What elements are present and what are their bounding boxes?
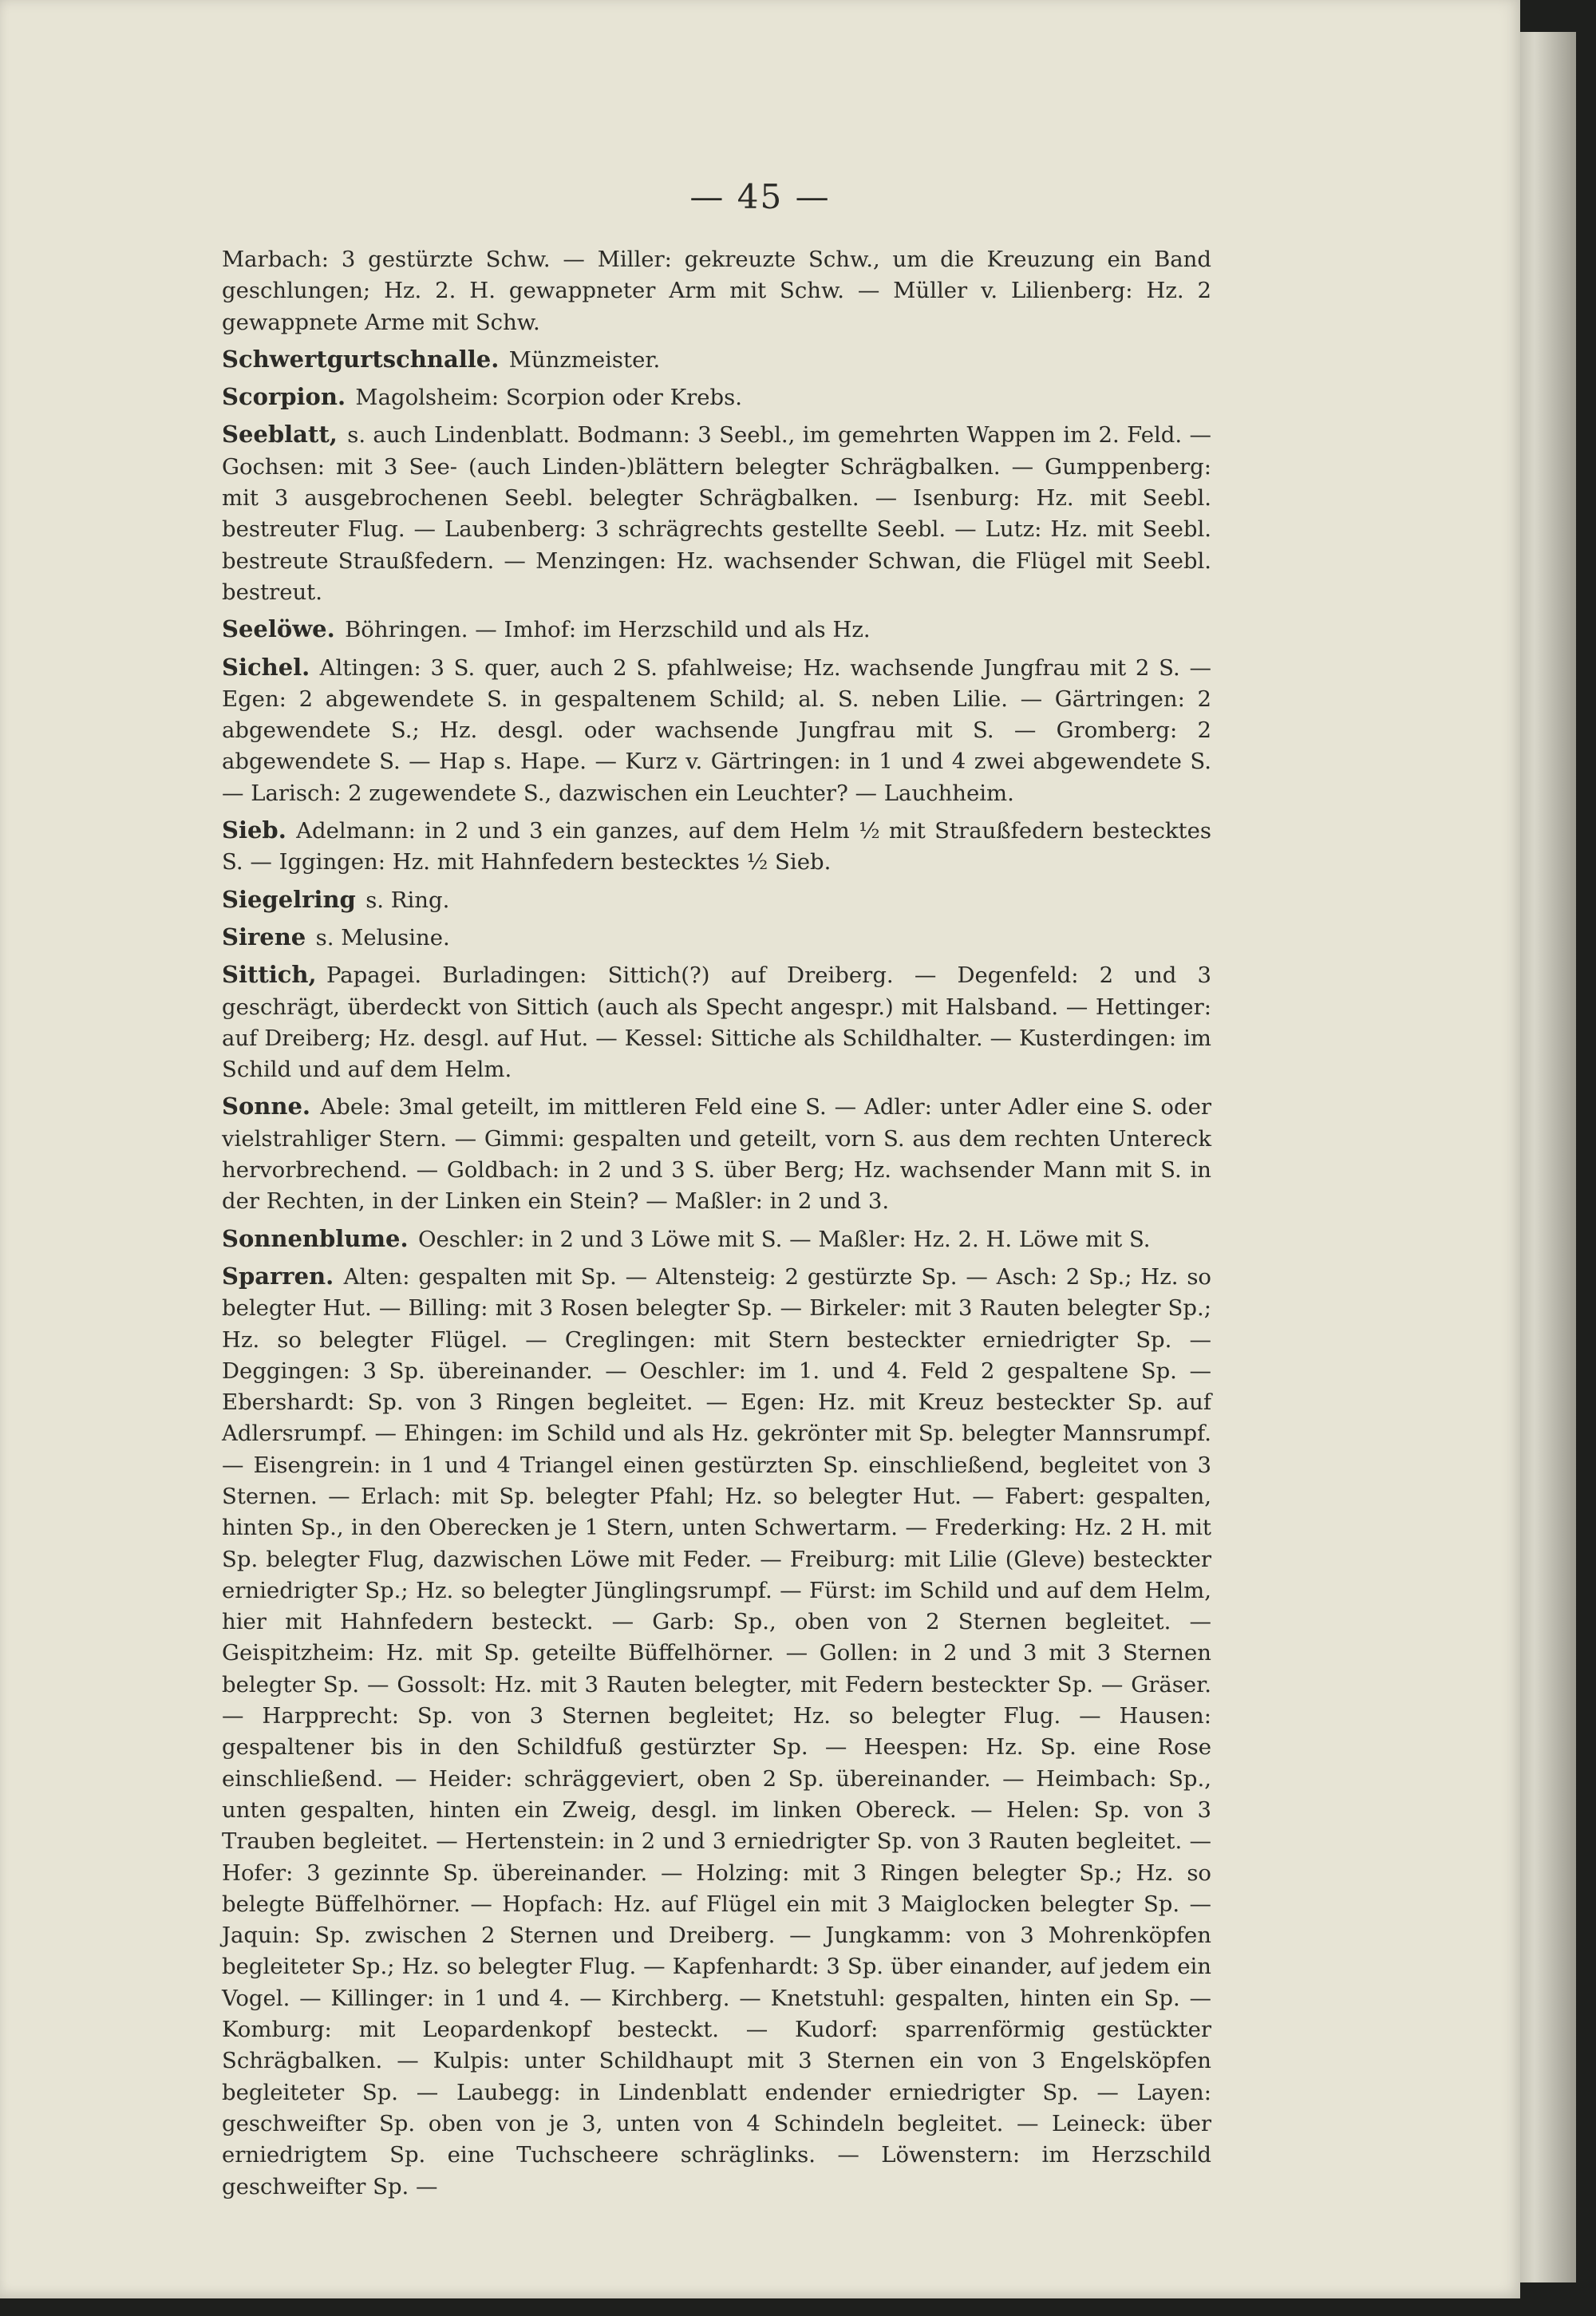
entry-sonnenblume [222, 1223, 1211, 1255]
entry-text: Böhringen. — Imhof: im Herzschild und als Hz. [345, 617, 871, 643]
entry-headword: Scorpion. [222, 383, 346, 411]
entry-headword: Sieb. [222, 816, 286, 844]
entry-text: s. Ring. [365, 887, 450, 913]
entry-text: s. auch Lindenblatt. Bodmann: 3 Seebl., im gemehrten Wappen im 2. Feld. — Gochsen: mit 3 See- (auch Linden-)blättern belegter Schrägbalken. — Gumppenberg: mit 3 ausgebrochenen Seebl. belegter Schrägbalken. — Isenburg: Hz. mit Seebl. bestreuter Flug. — Laubenberg: 3 schrägrechts gestellte Seebl. — Lutz: Hz. mit Seebl. bestreute Straußfedern. — Menzingen: Hz. wachsender Schwan, die Flügel mit Seebl. bestreut. [222, 422, 1211, 605]
entry-continuation [222, 244, 1211, 338]
entry-text: s. Melusine. [315, 924, 450, 951]
entry-text: Alten: gespalten mit Sp. — Altensteig: 2 gestürzte Sp. — Asch: 2 Sp.; Hz. so belegter Hut. — Billing: mit 3 Rosen belegter Sp. — Birkeler: mit 3 Rauten belegter Sp.; Hz. so belegter Flügel. — Creglingen: mit Stern besteckter erniedrigter Sp. — Deggingen: 3 Sp. übereinander. — Oeschler: im 1. und 4. Feld 2 gespaltene Sp. — Ebershardt: Sp. von 3 Ringen begleitet. — Egen: Hz. mit Kreuz besteckter Sp. auf Adlersrumpf. — Ehingen: im Schild und als Hz. gekrönter mit Sp. belegter Mannsrumpf. — Eisengrein: in 1 und 4 Triangel einen gestürzten Sp. einschließend, begleitet von 3 Sternen. — Erlach: mit Sp. belegter Pfahl; Hz. so belegter Hut. — Fabert: gespalten, hinten Sp., in den Oberecken je 1 Stern, unten Schwertarm. — Frederking: Hz. 2 H. mit Sp. belegter Flug, dazwischen Löwe mit Feder. — Freiburg: mit Lilie (Gleve) besteckter erniedrigter Sp.; Hz. so belegter Jünglingsrumpf. — Fürst: im Schild und auf dem Helm, hier mit Hahnfedern besteckt. — Garb: Sp., oben von 2 Sternen begleitet. — Geispitzheim: Hz. mit Sp. geteilte Büffelhörner. — Gollen: in 2 und 3 mit 3 Sternen belegter Sp. — Gossolt: Hz. mit 3 Rauten belegter, mit Federn besteckter Sp. — Gräser. — Harpprecht: Sp. von 3 Sternen begleitet; Hz. so belegter Flug. — Hausen: gespaltener bis in den Schildfuß gestürzter Sp. — Heespen: Hz. Sp. eine Rose einschließend. — Heider: schräggeviert, oben 2 Sp. übereinander. — Heimbach: Sp., unten gespalten, hinten ein Zweig, desgl. im linken Obereck. — Helen: Sp. von 3 Trauben begleitet. — Hertenstein: in 2 und 3 erniedrigter Sp. von 3 Rauten begleitet. — Hofer: 3 gezinnte Sp. übereinander. — Holzing: mit 3 Ringen belegter Sp.; Hz. so belegte Büffelhörner. — Hopfach: Hz. auf Flügel ein mit 3 Maiglocken belegter Sp. — Jaquin: Sp. zwischen 2 Sternen und Dreiberg. — Jungkamm: von 3 Mohrenköpfen begleiteter Sp.; Hz. so belegter Flug. — Kapfenhardt: 3 Sp. über einander, auf jedem ein Vogel. — Killinger: in 1 und 4. — Kirchberg. — Knetstuhl: gespalten, hinten ein Sp. — Komburg: mit Leopardenkopf besteckt. — Kudorf: sparrenförmig gestückter Schrägbalken. — Kulpis: unter Schildhaupt mit 3 Sternen ein von 3 Engelsköpfen begleiteter Sp. — Laubegg: in Lindenblatt endender erniedrigter Sp. — Layen: geschweifter Sp. oben von je 3, unten von 4 Schindeln begleitet. — Leineck: über erniedrigtem Sp. eine Tuchscheere schräglinks. — Löwenstern: im Herzschild geschweifter Sp. — [222, 1263, 1211, 2199]
entry-text: Papagei. Burladingen: Sittich(?) auf Dreiberg. — Degenfeld: 2 und 3 geschrägt, überdeckt von Sittich (auch als Specht angespr.) mit Halsband. — Hettinger: auf Dreiberg; Hz. desgl. auf Hut. — Kessel: Sittiche als Schildhalter. — Kusterdingen: im Schild und auf dem Helm. [222, 962, 1211, 1083]
entry-sichel [222, 652, 1211, 809]
entry-text: Marbach: 3 gestürzte Schw. — Miller: gekreuzte Schw., um die Kreuzung ein Band geschlungen; Hz. 2. H. gewappneter Arm mit Schw. — Müller v. Lilienberg: Hz. 2 gewappnete Arme mit Schw. [222, 247, 1211, 335]
entry-text: Magolsheim: Scorpion oder Krebs. [355, 385, 743, 411]
entry-sparren [222, 1261, 1211, 2203]
entry-headword: Sparren. [222, 1262, 334, 1290]
entry-sonne [222, 1091, 1211, 1217]
entry-seeloewe [222, 614, 1211, 646]
page-body [222, 244, 1211, 2203]
entry-headword: Seelöwe. [222, 615, 335, 643]
entry-headword: Sirene [222, 923, 306, 951]
entry-sieb [222, 815, 1211, 879]
entry-headword: Sonne. [222, 1093, 311, 1120]
entry-text: Adelmann: in 2 und 3 ein ganzes, auf dem Helm ½ mit Straußfedern bestecktes S. — Iggingen: Hz. mit Hahnfedern bestecktes ½ Sieb. [222, 818, 1211, 875]
entry-text: Münzmeister. [508, 346, 661, 373]
entry-headword: Sittich, [222, 961, 317, 989]
entry-seeblatt [222, 419, 1211, 608]
entry-headword: Seeblatt, [222, 421, 338, 449]
page-number: — 45 — [689, 177, 831, 216]
entry-headword: Sichel. [222, 653, 310, 681]
entry-schwertgurtschnalle [222, 344, 1211, 376]
entry-headword: Siegelring [222, 885, 356, 913]
entry-text: Oeschler: in 2 und 3 Löwe mit S. — Maßler: Hz. 2. H. Löwe mit S. [417, 1226, 1151, 1252]
book-edge [1512, 32, 1576, 2282]
entry-text: Abele: 3mal geteilt, im mittleren Feld eine S. — Adler: unter Adler eine S. oder vielstrahliger Stern. — Gimmi: gespalten und geteilt, vorn S. aus dem rechten Untereck hervorbrechend. — Goldbach: in 2 und 3 S. über Berg; Hz. wachsender Mann mit S. in der Rechten, in der Linken ein Stein? — Maßler: in 2 und 3. [222, 1094, 1211, 1215]
entry-siegelring [222, 884, 1211, 916]
entry-headword: Sonnenblume. [222, 1224, 409, 1252]
entry-headword: Schwertgurtschnalle. [222, 345, 500, 373]
entry-text: Altingen: 3 S. quer, auch 2 S. pfahlweise; Hz. wachsende Jungfrau mit 2 S. — Egen: 2 abgewendete S. in gespaltenem Schild; al. S. neben Lilie. — Gärtringen: 2 abgewendete S.; Hz. desgl. oder wachsende Jungfrau mit S. — Gromberg: 2 abgewendete S. — Hap s. Hape. — Kurz v. Gärtringen: in 1 und 4 zwei abgewendete S. — Larisch: 2 zugewendete S., dazwischen ein Leuchter? — Lauchheim. [222, 654, 1211, 806]
entry-sittich [222, 959, 1211, 1085]
entry-sirene [222, 922, 1211, 954]
entry-scorpion [222, 381, 1211, 413]
